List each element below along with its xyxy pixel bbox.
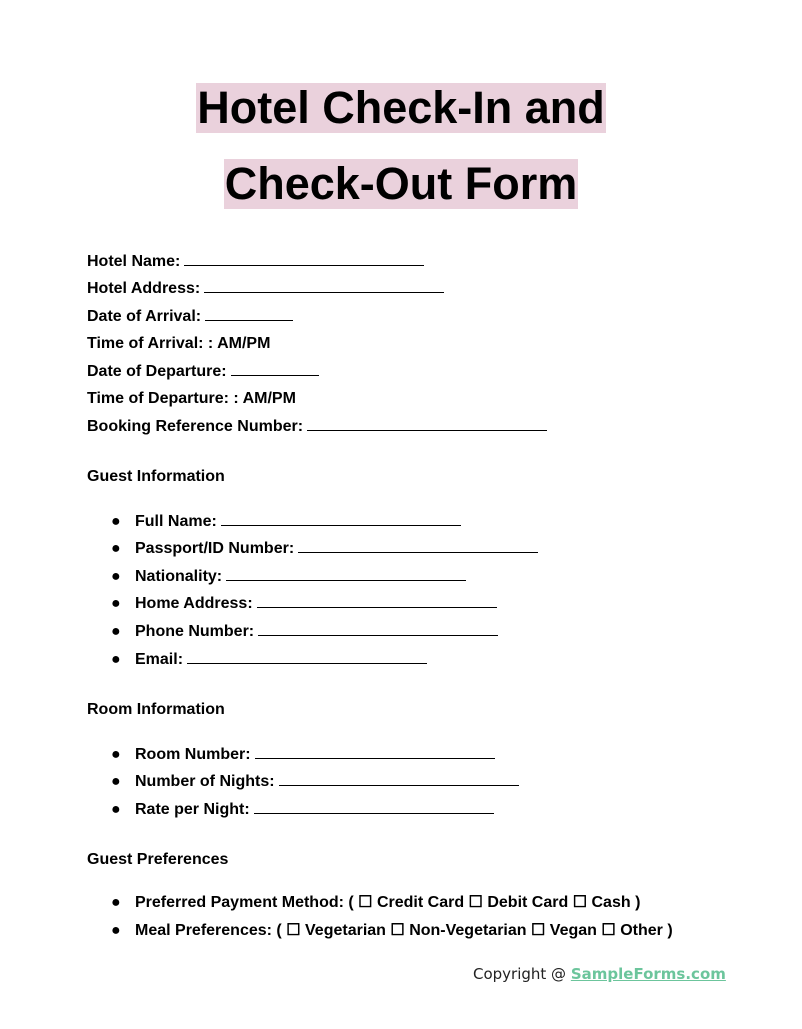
field-label: Date of Departure: <box>87 363 227 380</box>
list-item-home-address <box>111 593 497 614</box>
list-item-email <box>111 649 427 670</box>
field-label: Time of Arrival: : AM/PM <box>87 335 271 352</box>
booking-reference-blank[interactable] <box>307 416 547 431</box>
item-label: Number of Nights: <box>135 773 275 790</box>
copyright-text: Copyright @ <box>473 965 571 983</box>
field-label: Booking Reference Number: <box>87 418 304 435</box>
bullet-icon: ● <box>111 746 121 763</box>
section-heading-room-information: Room Information <box>87 701 225 718</box>
field-date-of-arrival <box>87 306 293 327</box>
passport-id-blank[interactable] <box>298 538 538 553</box>
list-item-passport-id <box>111 538 538 559</box>
item-label: Preferred Payment Method: <box>135 894 344 911</box>
option-label: Vegan <box>549 922 597 939</box>
bullet-icon: ● <box>111 773 121 790</box>
bullet-icon: ● <box>111 651 121 668</box>
home-address-blank[interactable] <box>257 593 497 608</box>
field-hotel-address <box>87 278 444 299</box>
email-blank[interactable] <box>187 649 427 664</box>
bullet-icon: ● <box>111 922 121 939</box>
field-hotel-name <box>87 251 424 272</box>
bullet-icon: ● <box>111 513 121 530</box>
full-name-blank[interactable] <box>221 511 461 526</box>
open-paren: ( <box>276 922 282 939</box>
rate-per-night-blank[interactable] <box>254 799 494 814</box>
checkbox-other[interactable] <box>601 922 662 939</box>
list-item-phone-number <box>111 621 498 642</box>
item-label: Rate per Night: <box>135 801 250 818</box>
bullet-icon: ● <box>111 801 121 818</box>
checkbox-vegan[interactable] <box>531 922 597 939</box>
checkbox-icon: ☐ <box>358 894 373 911</box>
room-number-blank[interactable] <box>255 744 495 759</box>
option-label: Credit Card <box>376 894 465 911</box>
item-label: Email: <box>135 651 184 668</box>
section-heading-guest-preferences: Guest Preferences <box>87 851 229 868</box>
checkbox-vegetarian[interactable] <box>286 922 386 939</box>
checkbox-icon: ☐ <box>572 894 588 911</box>
checkbox-icon: ☐ <box>531 922 546 939</box>
hotel-name-blank[interactable] <box>184 251 424 266</box>
list-item-meal-preferences <box>111 921 673 941</box>
item-label: Full Name: <box>135 513 217 530</box>
checkbox-cash[interactable] <box>573 894 631 911</box>
option-label: Non-Vegetarian <box>409 922 527 939</box>
phone-number-blank[interactable] <box>258 621 498 636</box>
item-label: Nationality: <box>135 568 223 585</box>
close-paren: ) <box>635 894 641 911</box>
bullet-icon: ● <box>111 623 121 640</box>
list-item-payment-method <box>111 893 640 913</box>
checkbox-icon: ☐ <box>390 922 405 939</box>
field-time-of-arrival <box>87 334 270 354</box>
close-paren: ) <box>667 922 673 939</box>
option-label: Debit Card <box>487 894 569 911</box>
title-line-2-wrap <box>0 159 802 209</box>
checkbox-icon: ☐ <box>286 922 301 939</box>
checkbox-credit-card[interactable] <box>358 894 464 911</box>
list-item-full-name <box>111 511 461 532</box>
bullet-icon: ● <box>111 540 121 557</box>
bullet-icon: ● <box>111 894 121 911</box>
title-line-1-wrap <box>0 83 802 133</box>
item-label: Passport/ID Number: <box>135 540 295 557</box>
checkbox-icon: ☐ <box>468 894 483 911</box>
copyright-footer <box>473 964 726 984</box>
section-heading-guest-information: Guest Information <box>87 468 225 485</box>
open-paren: ( <box>348 894 354 911</box>
field-label: Time of Departure: : AM/PM <box>87 390 296 407</box>
field-date-of-departure <box>87 361 319 382</box>
list-item-nationality <box>111 566 466 587</box>
page-title-line-1: Hotel Check-In and <box>197 82 605 133</box>
number-of-nights-blank[interactable] <box>279 771 519 786</box>
item-label: Home Address: <box>135 595 253 612</box>
sampleforms-link[interactable]: SampleForms.com <box>570 965 726 983</box>
hotel-address-blank[interactable] <box>204 278 444 293</box>
field-label: Date of Arrival: <box>87 308 202 325</box>
list-item-number-of-nights <box>111 771 519 792</box>
page-title-line-2: Check-Out Form <box>224 158 578 209</box>
list-item-room-number <box>111 744 495 765</box>
option-label: Vegetarian <box>305 922 386 939</box>
bullet-icon: ● <box>111 568 121 585</box>
field-label: Hotel Name: <box>87 253 181 270</box>
option-label: Cash <box>591 894 631 911</box>
field-label: Hotel Address: <box>87 280 201 297</box>
item-label: Phone Number: <box>135 623 255 640</box>
date-of-arrival-blank[interactable] <box>205 306 293 321</box>
field-time-of-departure <box>87 389 296 409</box>
checkbox-icon: ☐ <box>601 922 616 939</box>
checkbox-non-vegetarian[interactable] <box>390 922 526 939</box>
checkbox-debit-card[interactable] <box>469 894 569 911</box>
nationality-blank[interactable] <box>226 566 466 581</box>
date-of-departure-blank[interactable] <box>231 361 319 376</box>
option-label: Other <box>620 922 663 939</box>
item-label: Room Number: <box>135 746 251 763</box>
list-item-rate-per-night <box>111 799 494 820</box>
field-booking-reference <box>87 416 547 437</box>
bullet-icon: ● <box>111 595 121 612</box>
item-label: Meal Preferences: <box>135 922 272 939</box>
